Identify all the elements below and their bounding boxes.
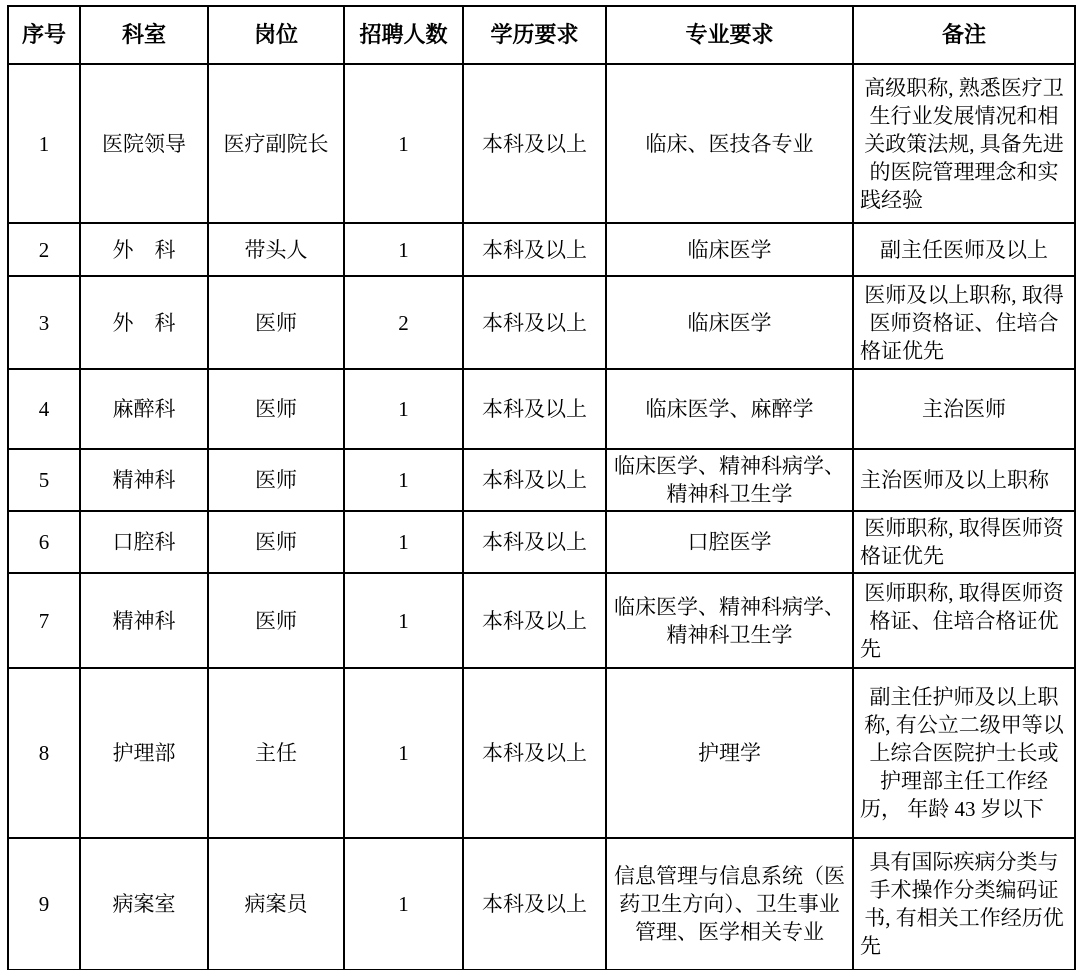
header-edu: 学历要求 bbox=[463, 6, 606, 64]
count-cell: 1 bbox=[344, 223, 463, 276]
major-cell: 临床医学 bbox=[606, 276, 853, 369]
post-cell: 医师 bbox=[208, 573, 344, 668]
edu-cell: 本科及以上 bbox=[463, 223, 606, 276]
dept-cell: 口腔科 bbox=[80, 511, 208, 573]
note-cell: 医师职称, 取得医师资格证、住培合格证优先 bbox=[853, 573, 1075, 668]
edu-cell: 本科及以上 bbox=[463, 276, 606, 369]
table-body bbox=[8, 64, 1075, 970]
header-major: 专业要求 bbox=[606, 6, 853, 64]
count-cell: 2 bbox=[344, 276, 463, 369]
edu-cell: 本科及以上 bbox=[463, 369, 606, 449]
note-cell: 主治医师 bbox=[853, 369, 1075, 449]
table-row bbox=[8, 223, 1075, 276]
major-cell: 临床医学、麻醉学 bbox=[606, 369, 853, 449]
edu-cell: 本科及以上 bbox=[463, 838, 606, 970]
dept-cell: 病案室 bbox=[80, 838, 208, 970]
serial-cell: 2 bbox=[8, 223, 80, 276]
count-cell: 1 bbox=[344, 838, 463, 970]
table-row bbox=[8, 573, 1075, 668]
note-cell: 副主任医师及以上 bbox=[853, 223, 1075, 276]
major-cell: 临床医学 bbox=[606, 223, 853, 276]
major-cell: 信息管理与信息系统（医药卫生方向）、卫生事业管理、医学相关专业 bbox=[606, 838, 853, 970]
table-header bbox=[8, 6, 1075, 64]
header-row bbox=[8, 6, 1075, 64]
post-cell: 医师 bbox=[208, 276, 344, 369]
header-post: 岗位 bbox=[208, 6, 344, 64]
note-cell: 医师职称, 取得医师资格证优先 bbox=[853, 511, 1075, 573]
serial-cell: 3 bbox=[8, 276, 80, 369]
table-row bbox=[8, 276, 1075, 369]
note-cell: 医师及以上职称, 取得医师资格证、住培合格证优先 bbox=[853, 276, 1075, 369]
serial-cell: 7 bbox=[8, 573, 80, 668]
major-cell: 临床医学、精神科病学、精神科卫生学 bbox=[606, 573, 853, 668]
header-dept: 科室 bbox=[80, 6, 208, 64]
header-no: 序号 bbox=[8, 6, 80, 64]
serial-cell: 9 bbox=[8, 838, 80, 970]
count-cell: 1 bbox=[344, 668, 463, 838]
dept-cell: 精神科 bbox=[80, 449, 208, 511]
recruitment-table-page bbox=[0, 5, 1080, 970]
post-cell: 医师 bbox=[208, 511, 344, 573]
table-row bbox=[8, 668, 1075, 838]
major-cell: 临床、医技各专业 bbox=[606, 64, 853, 223]
edu-cell: 本科及以上 bbox=[463, 573, 606, 668]
count-cell: 1 bbox=[344, 449, 463, 511]
dept-cell: 外 科 bbox=[80, 276, 208, 369]
post-cell: 带头人 bbox=[208, 223, 344, 276]
serial-cell: 1 bbox=[8, 64, 80, 223]
table-row bbox=[8, 838, 1075, 970]
header-note: 备注 bbox=[853, 6, 1075, 64]
note-cell: 副主任护师及以上职称, 有公立二级甲等以上综合医院护士长或护理部主任工作经历， 年龄 43 岁以下 bbox=[853, 668, 1075, 838]
table-row bbox=[8, 369, 1075, 449]
count-cell: 1 bbox=[344, 511, 463, 573]
count-cell: 1 bbox=[344, 64, 463, 223]
note-cell: 高级职称, 熟悉医疗卫生行业发展情况和相关政策法规, 具备先进的医院管理理念和实践经验 bbox=[853, 64, 1075, 223]
edu-cell: 本科及以上 bbox=[463, 64, 606, 223]
dept-cell: 医院领导 bbox=[80, 64, 208, 223]
serial-cell: 4 bbox=[8, 369, 80, 449]
edu-cell: 本科及以上 bbox=[463, 668, 606, 838]
post-cell: 医师 bbox=[208, 449, 344, 511]
count-cell: 1 bbox=[344, 573, 463, 668]
serial-cell: 8 bbox=[8, 668, 80, 838]
dept-cell: 精神科 bbox=[80, 573, 208, 668]
post-cell: 医疗副院长 bbox=[208, 64, 344, 223]
post-cell: 医师 bbox=[208, 369, 344, 449]
count-cell: 1 bbox=[344, 369, 463, 449]
serial-cell: 5 bbox=[8, 449, 80, 511]
dept-cell: 麻醉科 bbox=[80, 369, 208, 449]
major-cell: 口腔医学 bbox=[606, 511, 853, 573]
serial-cell: 6 bbox=[8, 511, 80, 573]
dept-cell: 外 科 bbox=[80, 223, 208, 276]
major-cell: 临床医学、精神科病学、精神科卫生学 bbox=[606, 449, 853, 511]
header-count: 招聘人数 bbox=[344, 6, 463, 64]
major-cell: 护理学 bbox=[606, 668, 853, 838]
post-cell: 主任 bbox=[208, 668, 344, 838]
post-cell: 病案员 bbox=[208, 838, 344, 970]
table-row bbox=[8, 511, 1075, 573]
dept-cell: 护理部 bbox=[80, 668, 208, 838]
edu-cell: 本科及以上 bbox=[463, 449, 606, 511]
edu-cell: 本科及以上 bbox=[463, 511, 606, 573]
table-row bbox=[8, 64, 1075, 223]
note-cell: 主治医师及以上职称 bbox=[853, 449, 1075, 511]
recruitment-table bbox=[7, 5, 1076, 970]
table-row bbox=[8, 449, 1075, 511]
note-cell: 具有国际疾病分类与手术操作分类编码证书, 有相关工作经历优先 bbox=[853, 838, 1075, 970]
